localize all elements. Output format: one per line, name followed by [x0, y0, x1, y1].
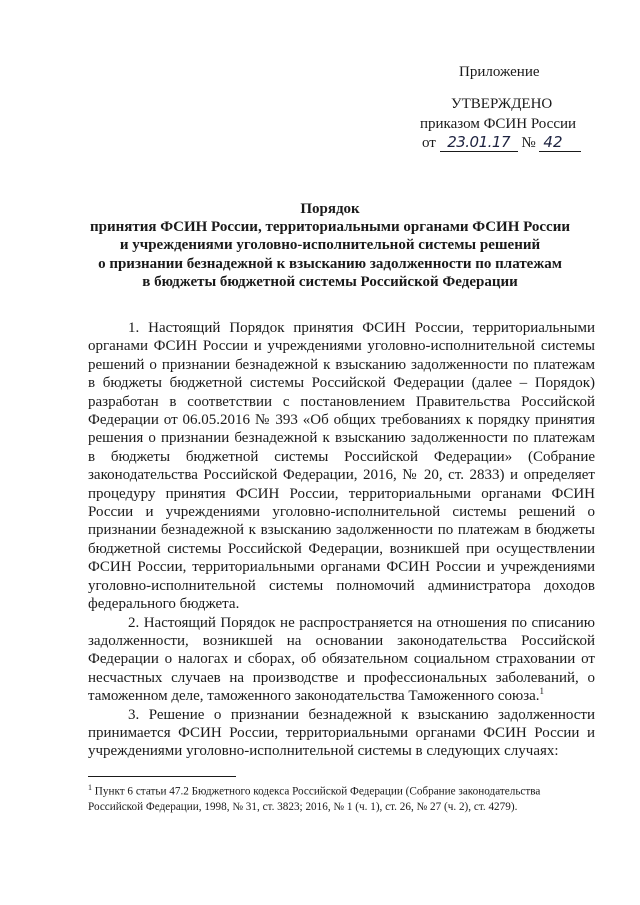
appendix-label: Приложение [459, 64, 540, 80]
handwritten-date: 23.01.17 [440, 134, 518, 152]
document-title [80, 200, 580, 291]
paragraph-3: 3. Решение о признании безнадежной к взысканию задолженности принимается ФСИН России, территориальными органами ФСИН России и учреждениями уголовно-исполнительной системы в следующих случаях: [88, 706, 595, 760]
footnote-mark: 1 [88, 783, 92, 792]
paragraph-2 [88, 614, 595, 706]
approved-label: УТВЕРЖДЕНО [451, 96, 553, 112]
order-by-label: приказом ФСИН России [420, 116, 577, 132]
document-body [88, 319, 595, 761]
handwritten-number: 42 [539, 134, 581, 152]
footnote-text: Пункт 6 статьи 47.2 Бюджетного кодекса Российской Федерации (Собрание законодательства Российской Федерации, 1998, № 31, ст. 3823; 2016, № 1 (ч. 1), ст. 26, № 27 (ч. 2), ст. 4279). [88, 785, 541, 813]
title-line: и учреждениями уголовно-исполнительной системы решений [119, 237, 541, 254]
number-prefix: № [521, 135, 536, 151]
paragraph-1: 1. Настоящий Порядок принятия ФСИН России, территориальными органами ФСИН России и учреждениями уголовно-исполнительной системы решений о признании безнадежной к взысканию задолженности по платежам в бюджеты бюджетной системы Российской Федерации (далее – Порядок) разработан в соответствии с постановлением Правительства Российской Федерации от 06.05.2016 № 393 «Об общих требованиях к порядку принятия решения о признании безнадежной к взысканию задолженности по платежам в бюджеты бюджетной системы Российской Федерации» (Собрание законодательства Российской Федерации, 2016, № 20, ст. 2833) и определяет процедуру принятия ФСИН России, территориальными органами ФСИН России и учреждениями уголовно-исполнительной системы решений о признании безнадежной к взысканию задолженности по платежам в бюджеты бюджетной системы Российской Федерации, возникшей при осуществлении ФСИН России, территориальными органами ФСИН России и учреждениями уголовно-исполнительной системы полномочий администратора доходов федерального бюджета. [88, 320, 595, 613]
footnote-divider [88, 776, 236, 777]
title-line: в бюджеты бюджетной системы Российской Федерации [142, 273, 518, 290]
footnote [88, 780, 595, 815]
paragraph-2-text: 2. Настоящий Порядок не распространяется на отношения по списанию задолженности, возникшей на основании законодательства Российской Федерации о налогах и сборах, об обязательном социальном страховании от несчастных случаев на производстве и профессиональных заболеваний, о таможенном деле, таможенного законодательства Таможенного союза. [88, 614, 595, 705]
title-line: о признании безнадежной к взысканию задолженности по платежам [98, 255, 562, 272]
date-prefix: от [422, 135, 436, 151]
footnote-reference[interactable]: 1 [539, 686, 545, 697]
order-date-line [422, 134, 581, 152]
title-line: принятия ФСИН России, территориальными органами ФСИН России [90, 219, 570, 236]
title-line: Порядок [300, 201, 360, 217]
